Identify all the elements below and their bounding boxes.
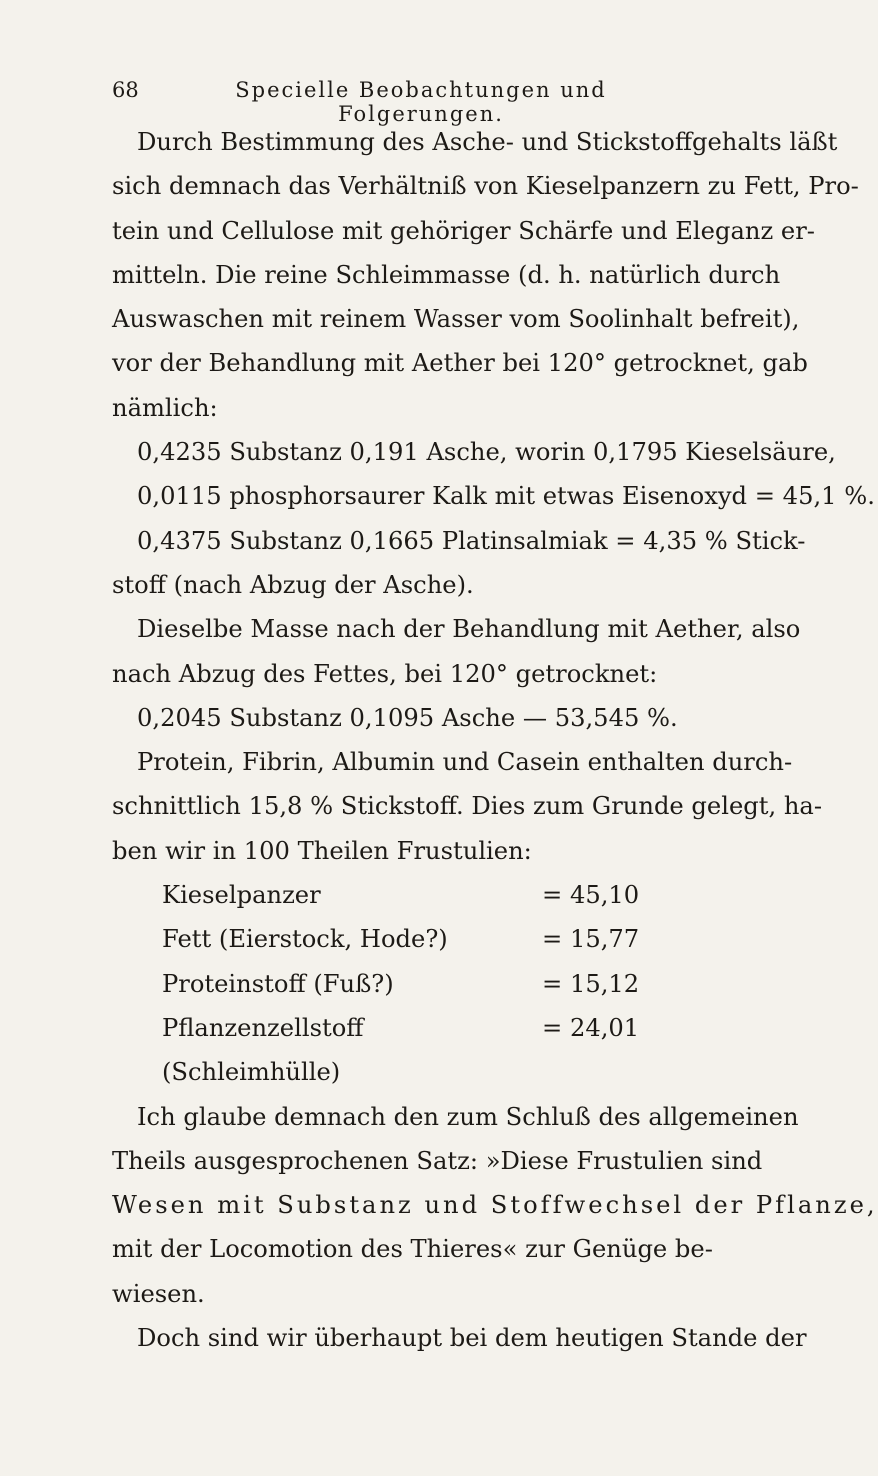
text-line: schnittlich 15,8 % Stickstoff. Dies zum Grunde gelegt, ha- — [112, 792, 823, 821]
text-line: Durch Bestimmung des Asche- und Stickstoffgehalts läßt — [137, 128, 838, 156]
text-line: ben wir in 100 Theilen Frustulien: — [112, 836, 532, 865]
text-line: stoff (nach Abzug der Asche). — [112, 570, 474, 599]
body-text — [112, 120, 878, 1360]
text-line: Theils ausgesprochenen Satz: »Diese Frustulien sind — [112, 1146, 763, 1175]
running-title: Specielle Beobachtungen und Folgerungen. — [235, 78, 607, 126]
composition-value: = 15,12 — [542, 969, 640, 998]
text-line: nämlich: — [112, 393, 218, 422]
composition-label: Kieselpanzer — [162, 881, 321, 910]
composition-value: = 45,10 — [542, 881, 640, 910]
composition-label: Proteinstoff (Fuß?) — [162, 969, 394, 998]
text-line: nach Abzug des Fettes, bei 120° getrocknet: — [112, 659, 658, 688]
running-header — [112, 78, 672, 126]
text-line: Auswaschen mit reinem Wasser vom Soolinhalt befreit), — [112, 305, 800, 334]
measurement-line: 0,2045 Substanz 0,1095 Asche — 53,545 %. — [137, 703, 678, 732]
composition-label: Fett (Eierstock, Hode?) — [162, 925, 448, 954]
measurement-line: 0,0115 phosphorsaurer Kalk mit etwas Eisenoxyd = 45,1 %. — [137, 482, 875, 511]
text-line: tein und Cellulose mit gehöriger Schärfe und Eleganz er- — [112, 216, 815, 245]
text-line: sich demnach das Verhältniß von Kieselpanzern zu Fett, Pro- — [112, 172, 859, 201]
composition-row — [112, 873, 672, 917]
text-line: Doch sind wir überhaupt bei dem heutigen Stande der — [137, 1324, 807, 1353]
composition-row — [112, 917, 672, 961]
text-line: Ich glaube demnach den zum Schluß des allgemeinen — [137, 1102, 799, 1131]
text-line: mit der Locomotion des Thieres« zur Genüge be- — [112, 1235, 713, 1264]
text-line: vor der Behandlung mit Aether bei 120° getrocknet, gab — [112, 349, 808, 378]
composition-label: Pflanzenzellstoff (Schleimhülle) — [162, 1013, 364, 1087]
text-line: Wesen mit Substanz und Stoffwechsel der Pflanze, — [112, 1191, 878, 1220]
text-line: Protein, Fibrin, Albumin und Casein enthalten durch- — [137, 748, 793, 777]
text-line: wiesen. — [112, 1279, 205, 1308]
measurement-line: 0,4235 Substanz 0,191 Asche, worin 0,1795 Kieselsäure, — [137, 438, 836, 467]
measurement-line: 0,4375 Substanz 0,1665 Platinsalmiak = 4,35 % Stick- — [137, 526, 806, 555]
composition-value: = 24,01 — [542, 1013, 640, 1042]
composition-row — [112, 962, 672, 1006]
composition-value: = 15,77 — [542, 925, 640, 954]
text-line: mitteln. Die reine Schleimmasse (d. h. natürlich durch — [112, 260, 781, 289]
page-number: 68 — [112, 78, 139, 102]
text-line: Dieselbe Masse nach der Behandlung mit Aether, also — [137, 615, 801, 644]
composition-row — [112, 1006, 672, 1095]
